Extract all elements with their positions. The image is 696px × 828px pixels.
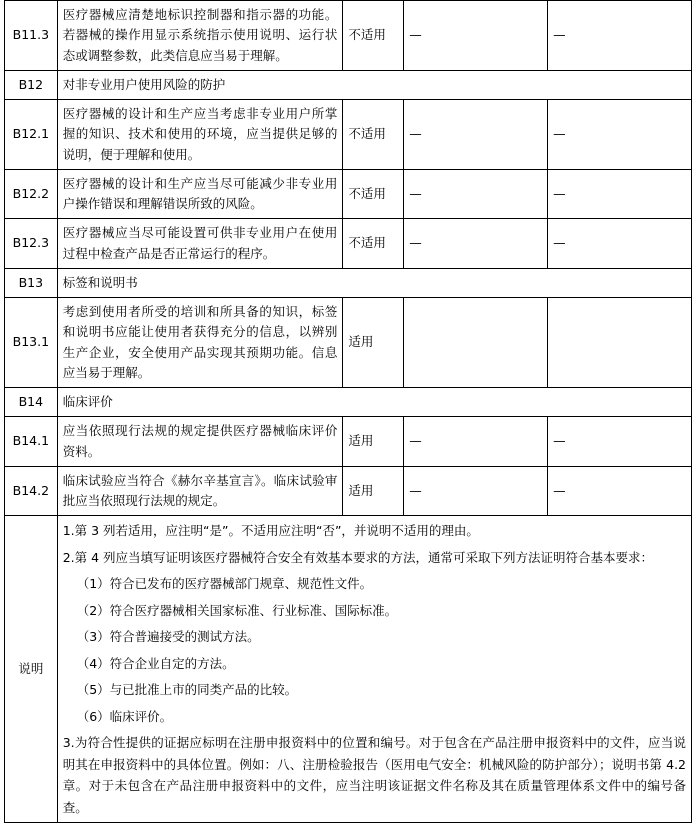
- table-body: [5, 1, 692, 823]
- note-paragraph: （5）与已批准上市的同类产品的比较。: [76, 682, 298, 698]
- row-id: B13.1: [5, 298, 58, 388]
- table-notes-row: [5, 516, 692, 823]
- row-id: B12.1: [5, 100, 58, 170]
- row-description-text: 医疗器械的设计和生产应当考虑非专业用户所掌握的知识、技术和使用的环境，应当提供足够的说明，便于理解和使用。: [62, 106, 338, 162]
- row-method-evidence: —: [404, 100, 548, 170]
- table-row: [5, 466, 692, 516]
- note-paragraph: （4）符合企业自定的方法。: [76, 655, 235, 671]
- row-id: B12.3: [5, 219, 58, 269]
- row-method-location: —: [548, 169, 692, 219]
- section-title: 临床评价: [57, 388, 691, 417]
- table-section-row: [5, 268, 692, 297]
- row-method-evidence: —: [404, 169, 548, 219]
- row-id: B11.3: [5, 1, 58, 71]
- row-description: [57, 169, 343, 219]
- note-paragraph: 1.第 3 列若适用，应注明“是”。不适用应注明“否”，并说明不适用的理由。: [62, 523, 479, 539]
- table-row: [5, 417, 692, 467]
- row-applicability: 不适用: [343, 100, 404, 170]
- section-title: 标签和说明书: [57, 268, 691, 297]
- row-id: B14.1: [5, 417, 58, 467]
- row-method-location: —: [548, 100, 692, 170]
- section-id: B12: [5, 70, 58, 99]
- essential-requirements-table: [4, 0, 692, 823]
- row-method-location: —: [548, 466, 692, 516]
- row-method-evidence: [404, 298, 548, 388]
- notes-body: [57, 516, 691, 823]
- note-paragraph: 3.为符合性提供的证据应标明在注册申报资料中的位置和编号。对于包含在产品注册申报资料中的文件，应当说明其在申报资料中的具体位置。例如：八、注册检验报告（医用电气安全：机械风险的防护部分）；说明书第 4.2 章。对于未包含在产品注册申报资料中的文件，应当注明该证据文件名称及其在质量管理体系文件中的编号备查。: [62, 735, 686, 815]
- row-id: B14.2: [5, 466, 58, 516]
- row-method-location: —: [548, 1, 692, 71]
- row-description: [57, 219, 343, 269]
- row-description-text: 临床试验应当符合《赫尔辛基宣言》。临床试验审批应当依照现行法规的规定。: [62, 472, 338, 508]
- row-description-text: 应当依照现行法规的规定提供医疗器械临床评价资料。: [62, 423, 338, 459]
- row-applicability: 适用: [343, 417, 404, 467]
- row-description: [57, 417, 343, 467]
- notes-label: 说明: [5, 516, 58, 823]
- table-row: [5, 1, 692, 71]
- row-description: [57, 298, 343, 388]
- note-paragraph: 2.第 4 列应当填写证明该医疗器械符合安全有效基本要求的方法，通常可采取下列方法证明符合基本要求：: [62, 549, 654, 565]
- row-method-location: —: [548, 417, 692, 467]
- table-row: [5, 219, 692, 269]
- table-row: [5, 100, 692, 170]
- row-description: [57, 1, 343, 71]
- row-description: [57, 466, 343, 516]
- note-paragraph: （3）符合普遍接受的测试方法。: [76, 629, 260, 645]
- table-row: [5, 169, 692, 219]
- section-title: 对非专业用户使用风险的防护: [57, 70, 691, 99]
- table-section-row: [5, 388, 692, 417]
- note-paragraph: （1）符合已发布的医疗器械部门规章、规范性文件。: [76, 576, 373, 592]
- row-method-evidence: —: [404, 466, 548, 516]
- table-row: [5, 298, 692, 388]
- section-id: B14: [5, 388, 58, 417]
- row-applicability: 不适用: [343, 219, 404, 269]
- row-description-text: 考虑到使用者所受的培训和所具备的知识，标签和说明书应能让使用者获得充分的信息，以辨别生产企业，安全使用产品实现其预期功能。信息应当易于理解。: [62, 304, 338, 380]
- row-applicability: 不适用: [343, 1, 404, 71]
- row-description-text: 医疗器械应清楚地标识控制器和指示器的功能。若器械的操作用显示系统指示使用说明、运行状态或调整参数，此类信息应当易于理解。: [62, 7, 338, 63]
- note-paragraph: （2）符合医疗器械相关国家标准、行业标准、国际标准。: [76, 602, 398, 618]
- row-description: [57, 100, 343, 170]
- row-method-evidence: —: [404, 1, 548, 71]
- table-section-row: [5, 70, 692, 99]
- row-method-location: [548, 298, 692, 388]
- note-paragraph: （6）临床评价。: [76, 708, 173, 724]
- row-method-evidence: —: [404, 219, 548, 269]
- row-description-text: 医疗器械应当尽可能设置可供非专业用户在使用过程中检查产品是否正常运行的程序。: [62, 225, 338, 261]
- row-applicability: 适用: [343, 298, 404, 388]
- row-applicability: 不适用: [343, 169, 404, 219]
- row-method-evidence: —: [404, 417, 548, 467]
- section-id: B13: [5, 268, 58, 297]
- row-description-text: 医疗器械的设计和生产应当尽可能减少非专业用户操作错误和理解错误所致的风险。: [62, 175, 338, 211]
- row-method-location: —: [548, 219, 692, 269]
- row-applicability: 适用: [343, 466, 404, 516]
- row-id: B12.2: [5, 169, 58, 219]
